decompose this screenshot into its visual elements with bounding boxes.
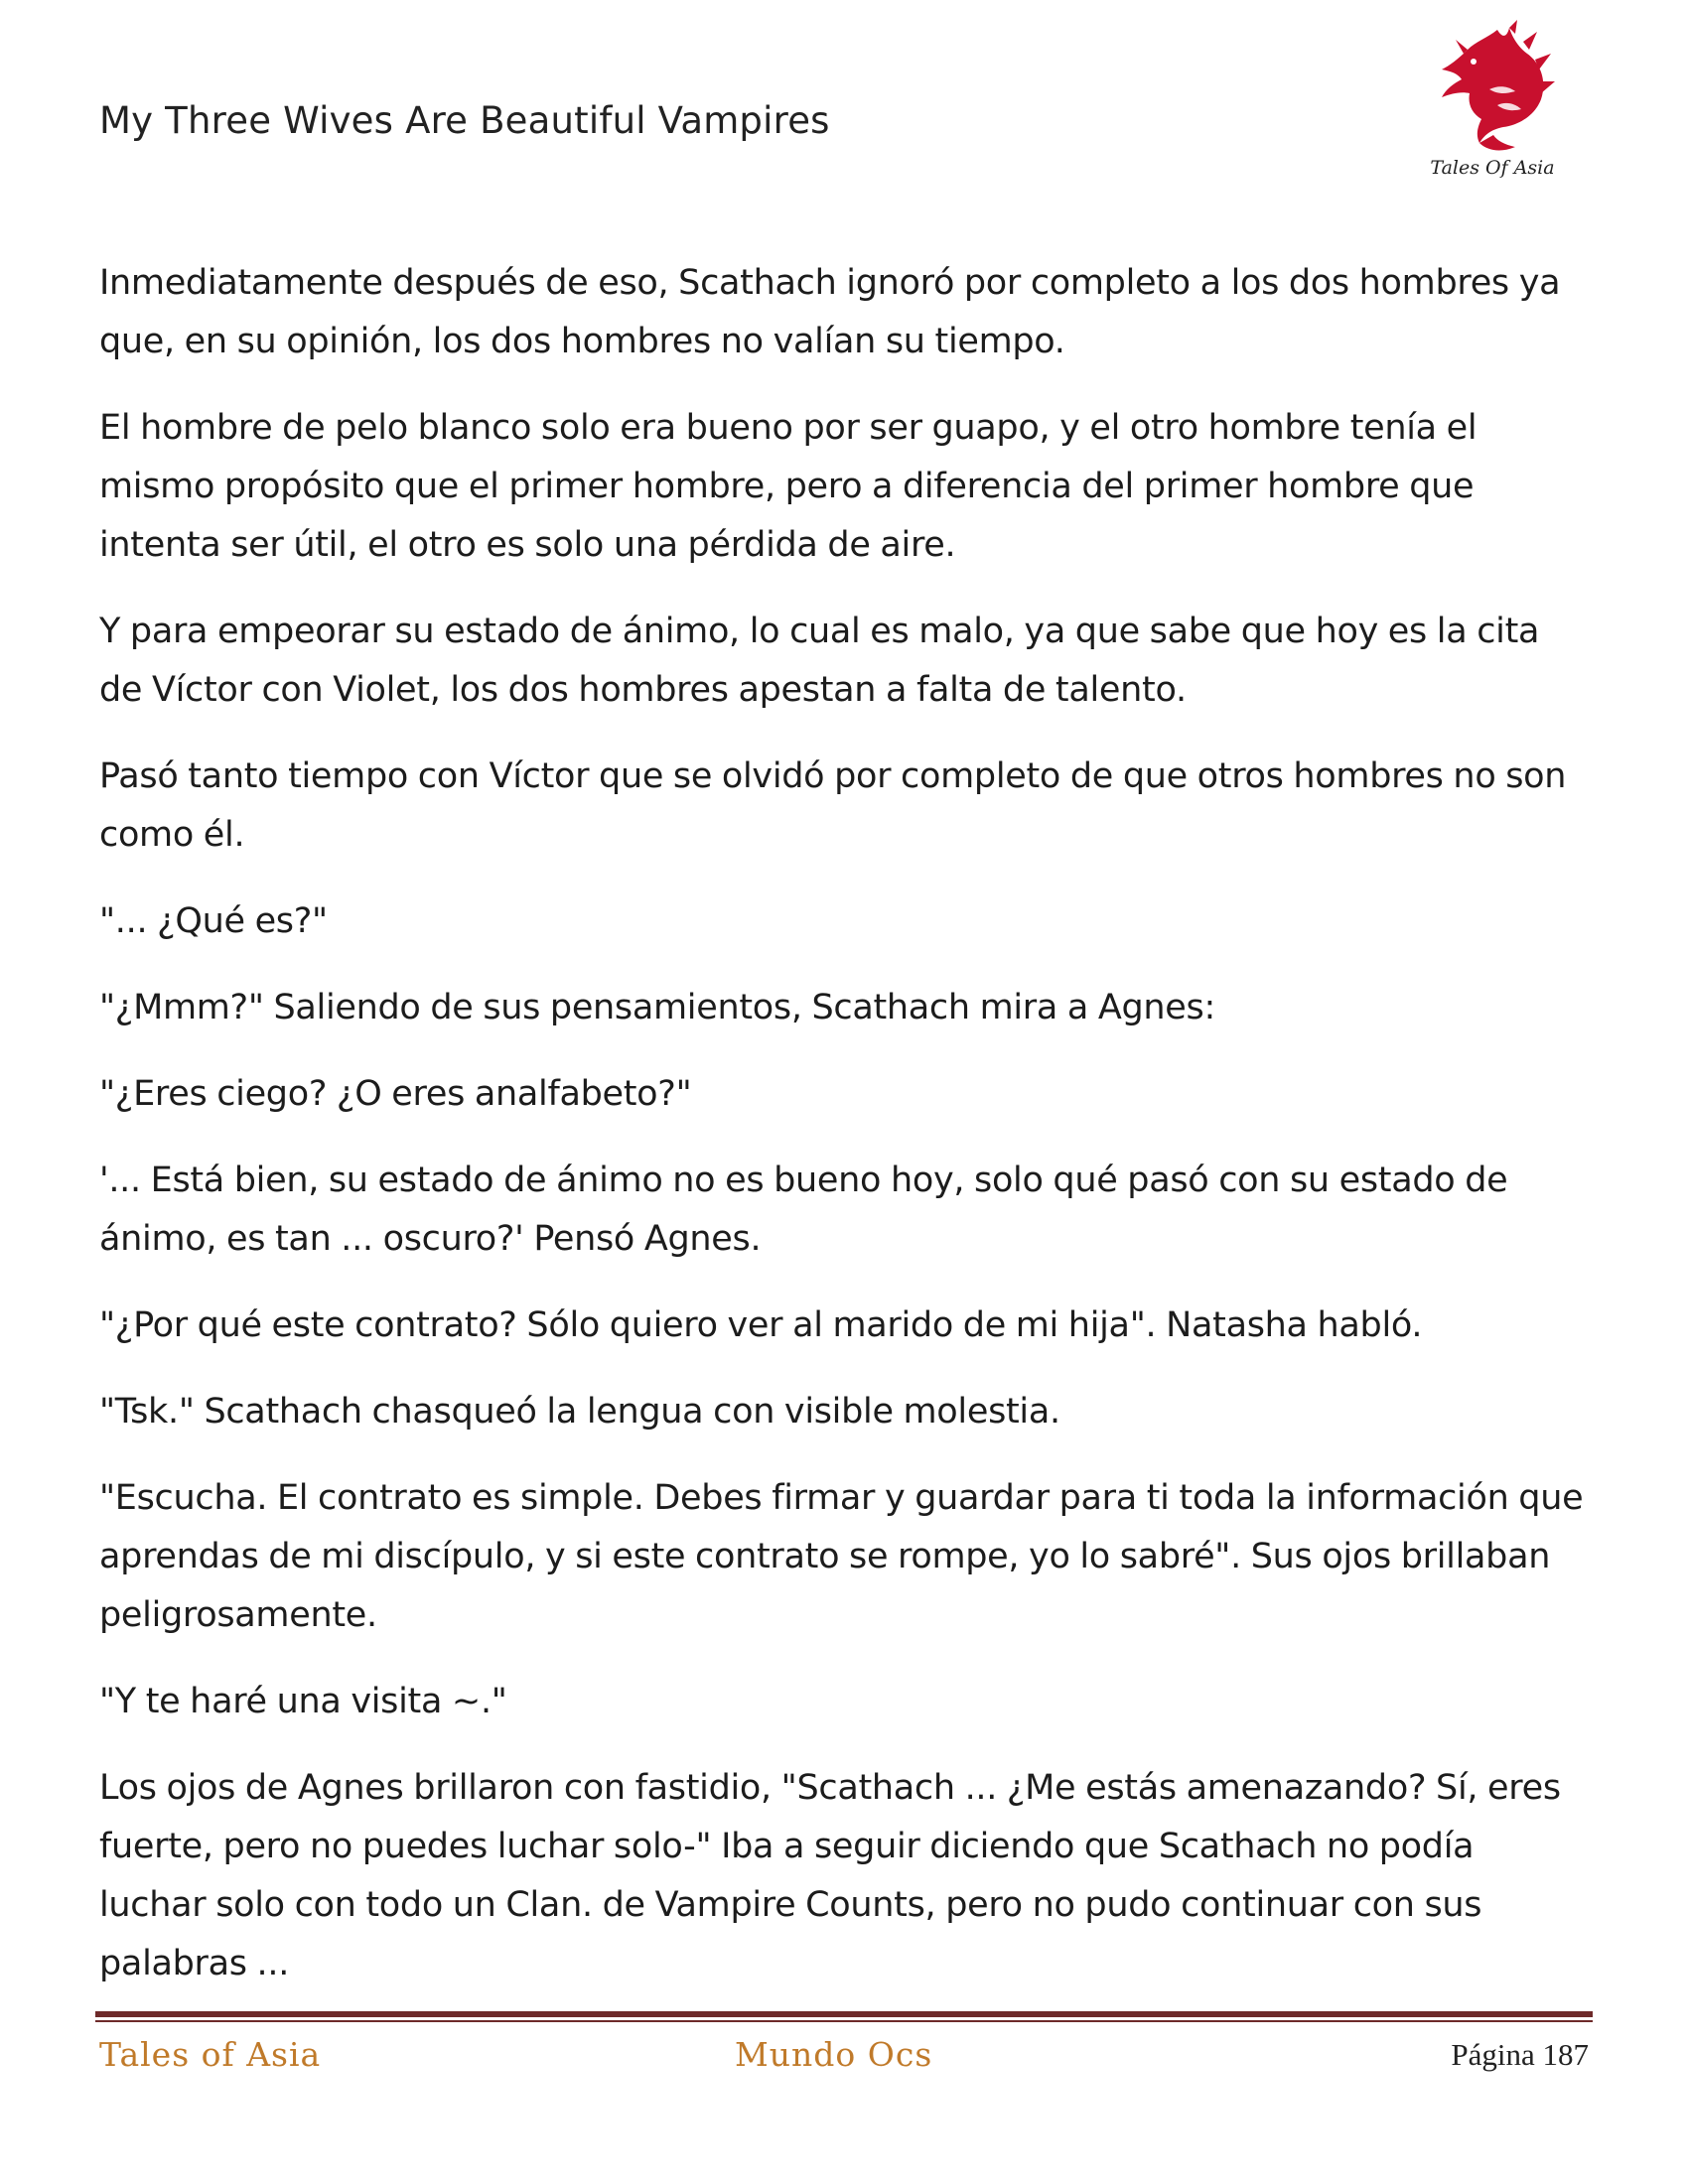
red-dragon-icon bbox=[1428, 20, 1557, 179]
paragraph: "Tsk." Scathach chasqueó la lengua con visible molestia. bbox=[99, 1392, 1060, 1432]
footer-rule-thick bbox=[95, 2011, 1593, 2017]
footer-publisher: Tales of Asia bbox=[99, 2035, 322, 2074]
tales-of-asia-logo bbox=[1428, 20, 1557, 179]
footer-rule-thin bbox=[95, 2020, 1593, 2022]
body-text bbox=[99, 254, 1589, 2021]
paragraph: "Y te haré una visita ~." bbox=[99, 1682, 507, 1721]
footer-translator: Mundo Ocs bbox=[735, 2035, 933, 2074]
paragraph: "¿Eres ciego? ¿O eres analfabeto?" bbox=[99, 1074, 692, 1114]
paragraph: Pasó tanto tiempo con Víctor que se olvidó por completo de que otros hombres no son como él. bbox=[99, 756, 1567, 855]
paragraph: "... ¿Qué es?" bbox=[99, 901, 328, 941]
paragraph: "¿Por qué este contrato? Sólo quiero ver al marido de mi hija". Natasha habló. bbox=[99, 1305, 1423, 1345]
page-number: Página 187 bbox=[1451, 2037, 1589, 2072]
paragraph: Inmediatamente después de eso, Scathach ignoró por completo a los dos hombres ya que, en su opinión, los dos hombres no valían su tiempo. bbox=[99, 263, 1561, 361]
paragraph: "¿Mmm?" Saliendo de sus pensamientos, Scathach mira a Agnes: bbox=[99, 988, 1215, 1027]
paragraph: Los ojos de Agnes brillaron con fastidio, "Scathach ... ¿Me estás amenazando? Sí, eres fuerte, pero no puedes luchar solo-" Iba a seguir diciendo que Scathach no podía luchar solo con todo un Clan. de Vampire Counts, pero no pudo continuar con sus palabras ... bbox=[99, 1768, 1561, 1983]
paragraph: Y para empeorar su estado de ánimo, lo cual es malo, ya que sabe que hoy es la cita de Víctor con Violet, los dos hombres apestan a falta de talento. bbox=[99, 612, 1540, 710]
paragraph: El hombre de pelo blanco solo era bueno por ser guapo, y el otro hombre tenía el mismo propósito que el primer hombre, pero a diferencia del primer hombre que intenta ser útil, el otro es solo una pérdida de aire. bbox=[99, 408, 1477, 565]
paragraph: "Escucha. El contrato es simple. Debes firmar y guardar para ti toda la información que aprendas de mi discípulo, y si este contrato se rompe, yo lo sabré". Sus ojos brillaban peligrosamente. bbox=[99, 1478, 1584, 1635]
logo-text: Tales Of Asia bbox=[1430, 157, 1555, 179]
paragraph: '... Está bien, su estado de ánimo no es bueno hoy, solo qué pasó con su estado de ánimo, es tan ... oscuro?' Pensó Agnes. bbox=[99, 1160, 1508, 1259]
document-title: My Three Wives Are Beautiful Vampires bbox=[99, 99, 830, 142]
